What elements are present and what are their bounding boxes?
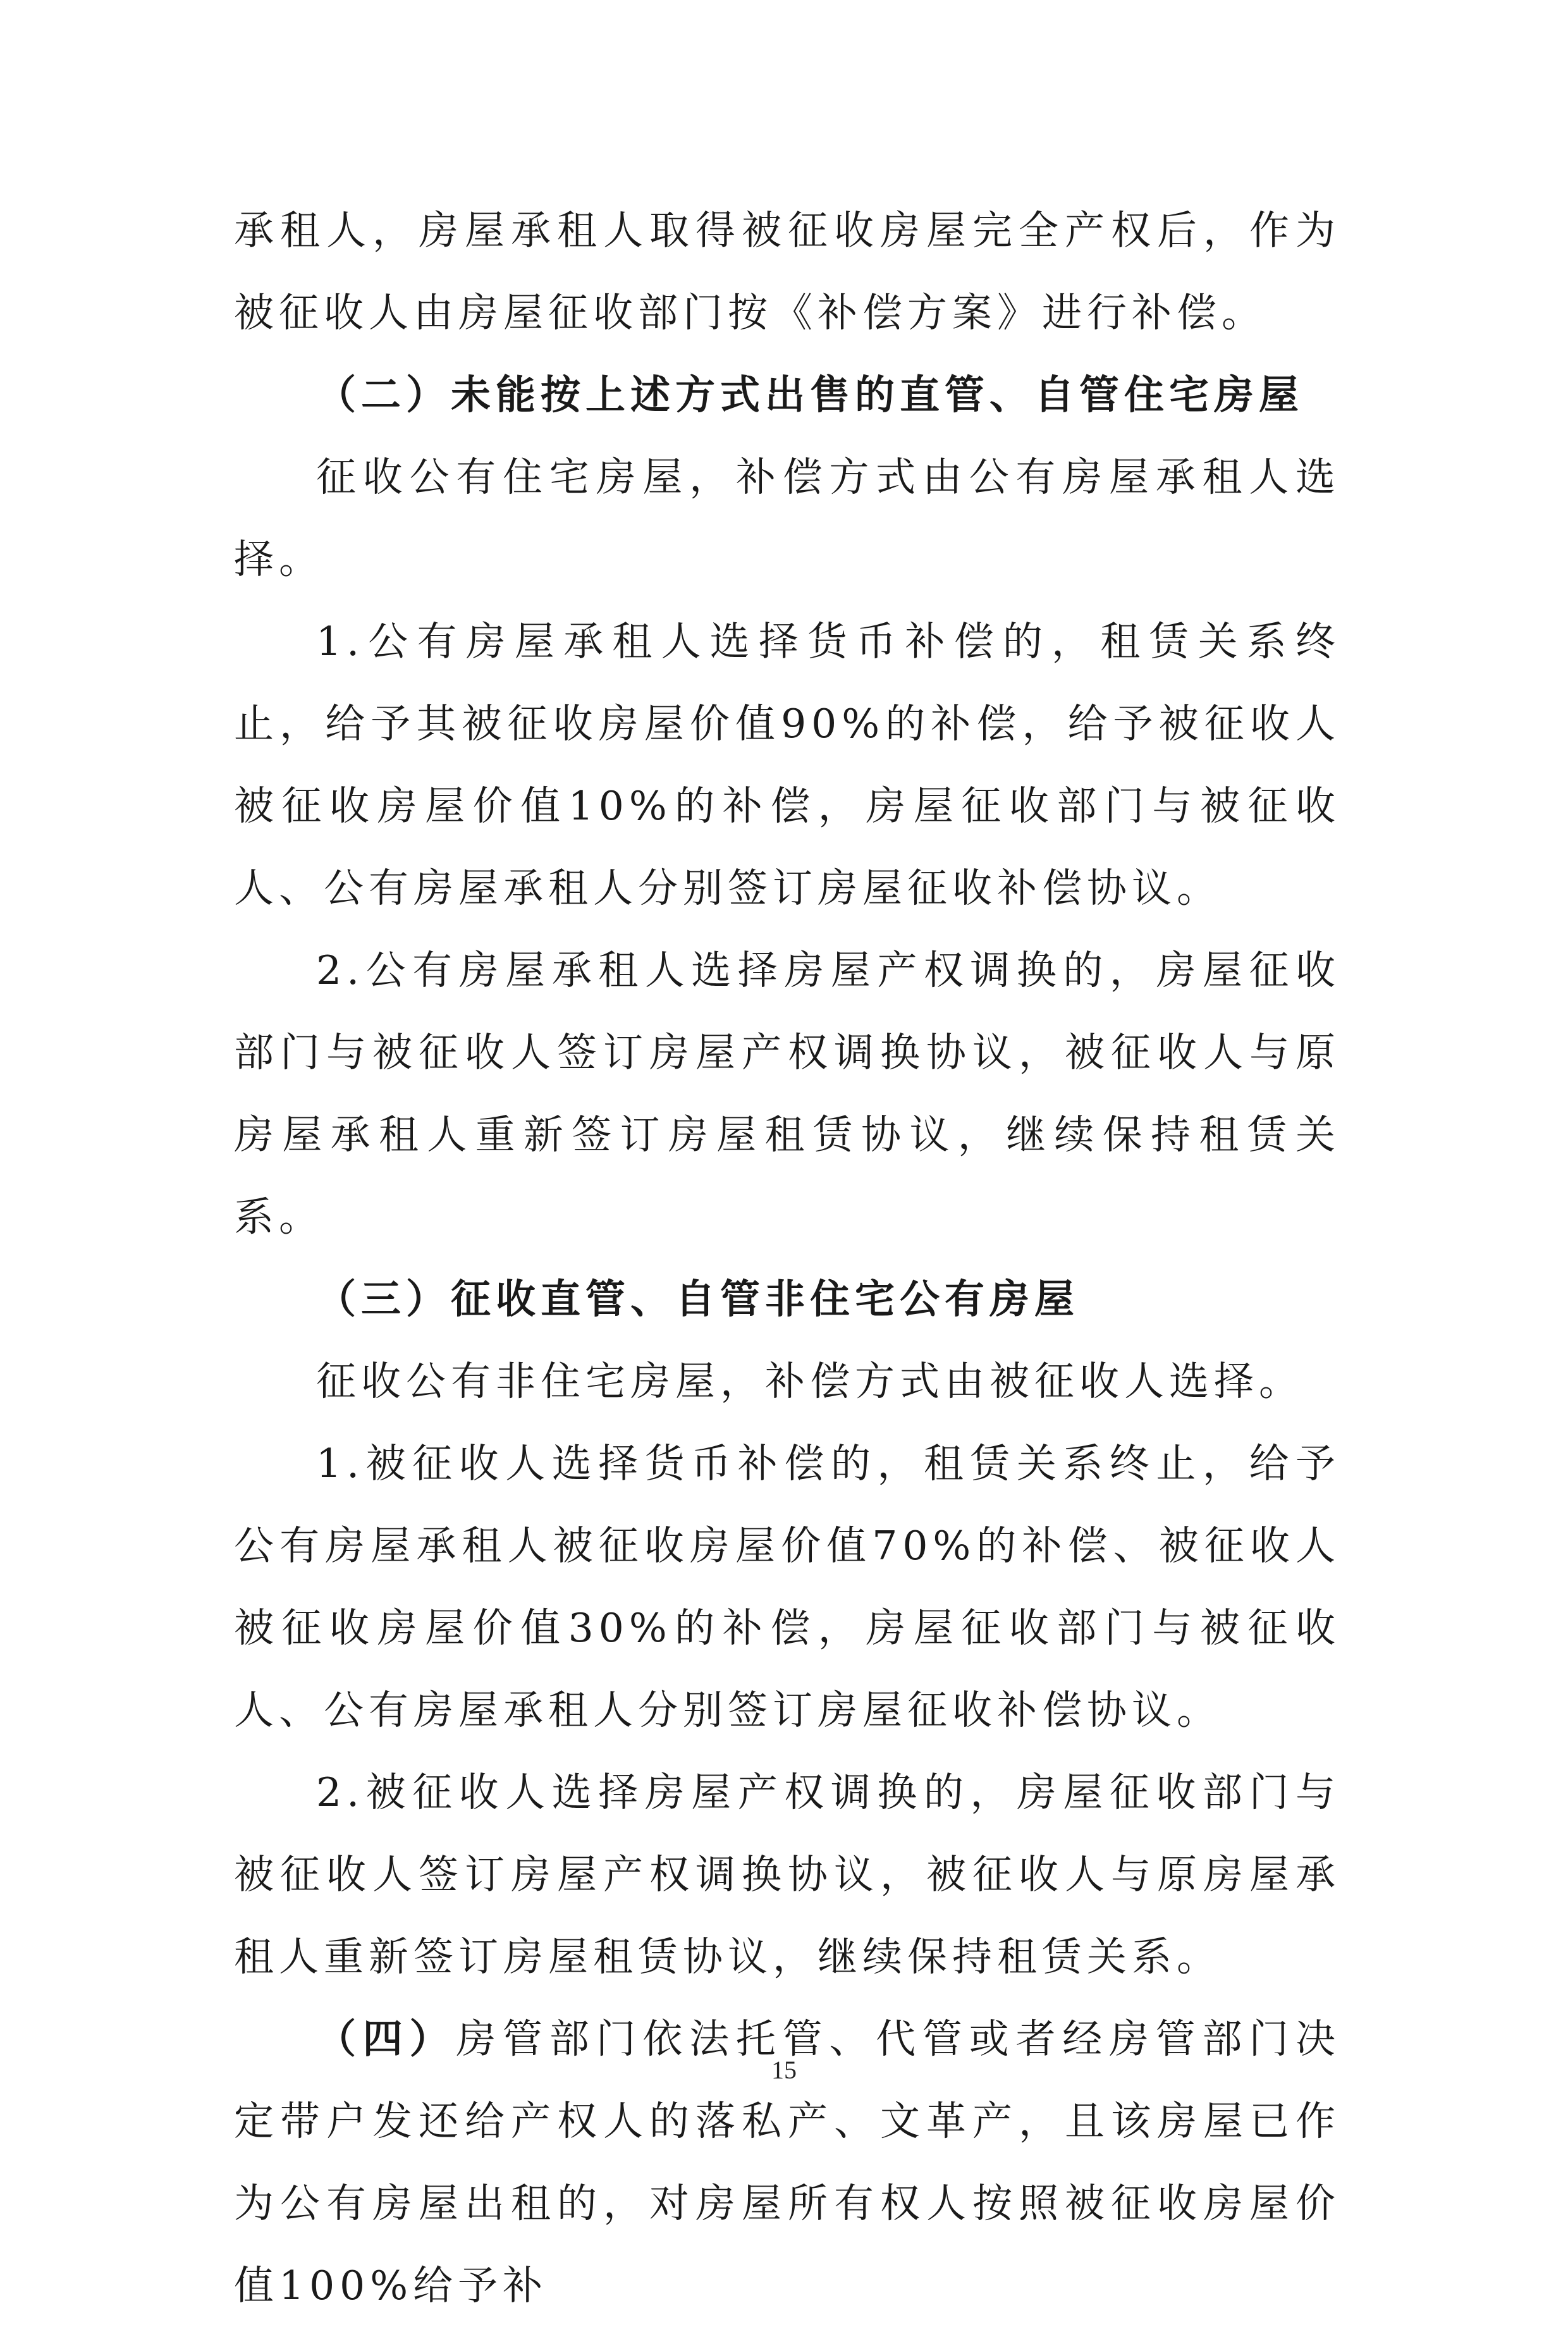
paragraph-residential-monetary: 1.公有房屋承租人选择货币补偿的，租赁关系终止，给予其被征收房屋价值90%的补偿，给予被征收人被征收房屋价值10%的补偿，房屋征收部门与被征收人、公有房屋承租人分别签订房屋征收补偿协议。	[234, 618, 1340, 911]
document-body	[234, 190, 1340, 2327]
section-four-lead: （四）	[316, 2016, 456, 2062]
section-four-text: 房管部门依法托管、代管或者经房管部门决定带户发还给产权人的落私产、文革产，且该房屋已作为公有房屋出租的，对房屋所有权人按照被征收房屋价值100%给予补	[234, 2016, 1341, 2309]
section-heading-three: （三）征收直管、自管非住宅公有房屋	[316, 1276, 1079, 1322]
section-heading-two: （二）未能按上述方式出售的直管、自管住宅房屋	[316, 372, 1304, 418]
page-number: 15	[771, 2056, 797, 2084]
paragraph-residential-exchange: 2.公有房屋承租人选择房屋产权调换的，房屋征收部门与被征收人签订房屋产权调换协议，被征收人与原房屋承租人重新签订房屋租赁协议，继续保持租赁关系。	[234, 947, 1340, 1240]
paragraph-nonresidential-monetary: 1.被征收人选择货币补偿的，租赁关系终止，给予公有房屋承租人被征收房屋价值70%的补偿、被征收人被征收房屋价值30%的补偿，房屋征收部门与被征收人、公有房屋承租人分别签订房屋征收补偿协议。	[234, 1440, 1340, 1733]
paragraph-nonresidential-exchange: 2.被征收人选择房屋产权调换的，房屋征收部门与被征收人签订房屋产权调换协议，被征收人与原房屋承租人重新签订房屋租赁协议，继续保持租赁关系。	[234, 1769, 1340, 1980]
paragraph-continuation: 承租人，房屋承租人取得被征收房屋完全产权后，作为被征收人由房屋征收部门按《补偿方案》进行补偿。	[234, 207, 1340, 336]
paragraph-section-four	[234, 1998, 1340, 2327]
paragraph-nonresidential-intro: 征收公有非住宅房屋，补偿方式由被征收人选择。	[316, 1358, 1304, 1404]
paragraph-residential-intro: 征收公有住宅房屋，补偿方式由公有房屋承租人选择。	[234, 454, 1340, 582]
